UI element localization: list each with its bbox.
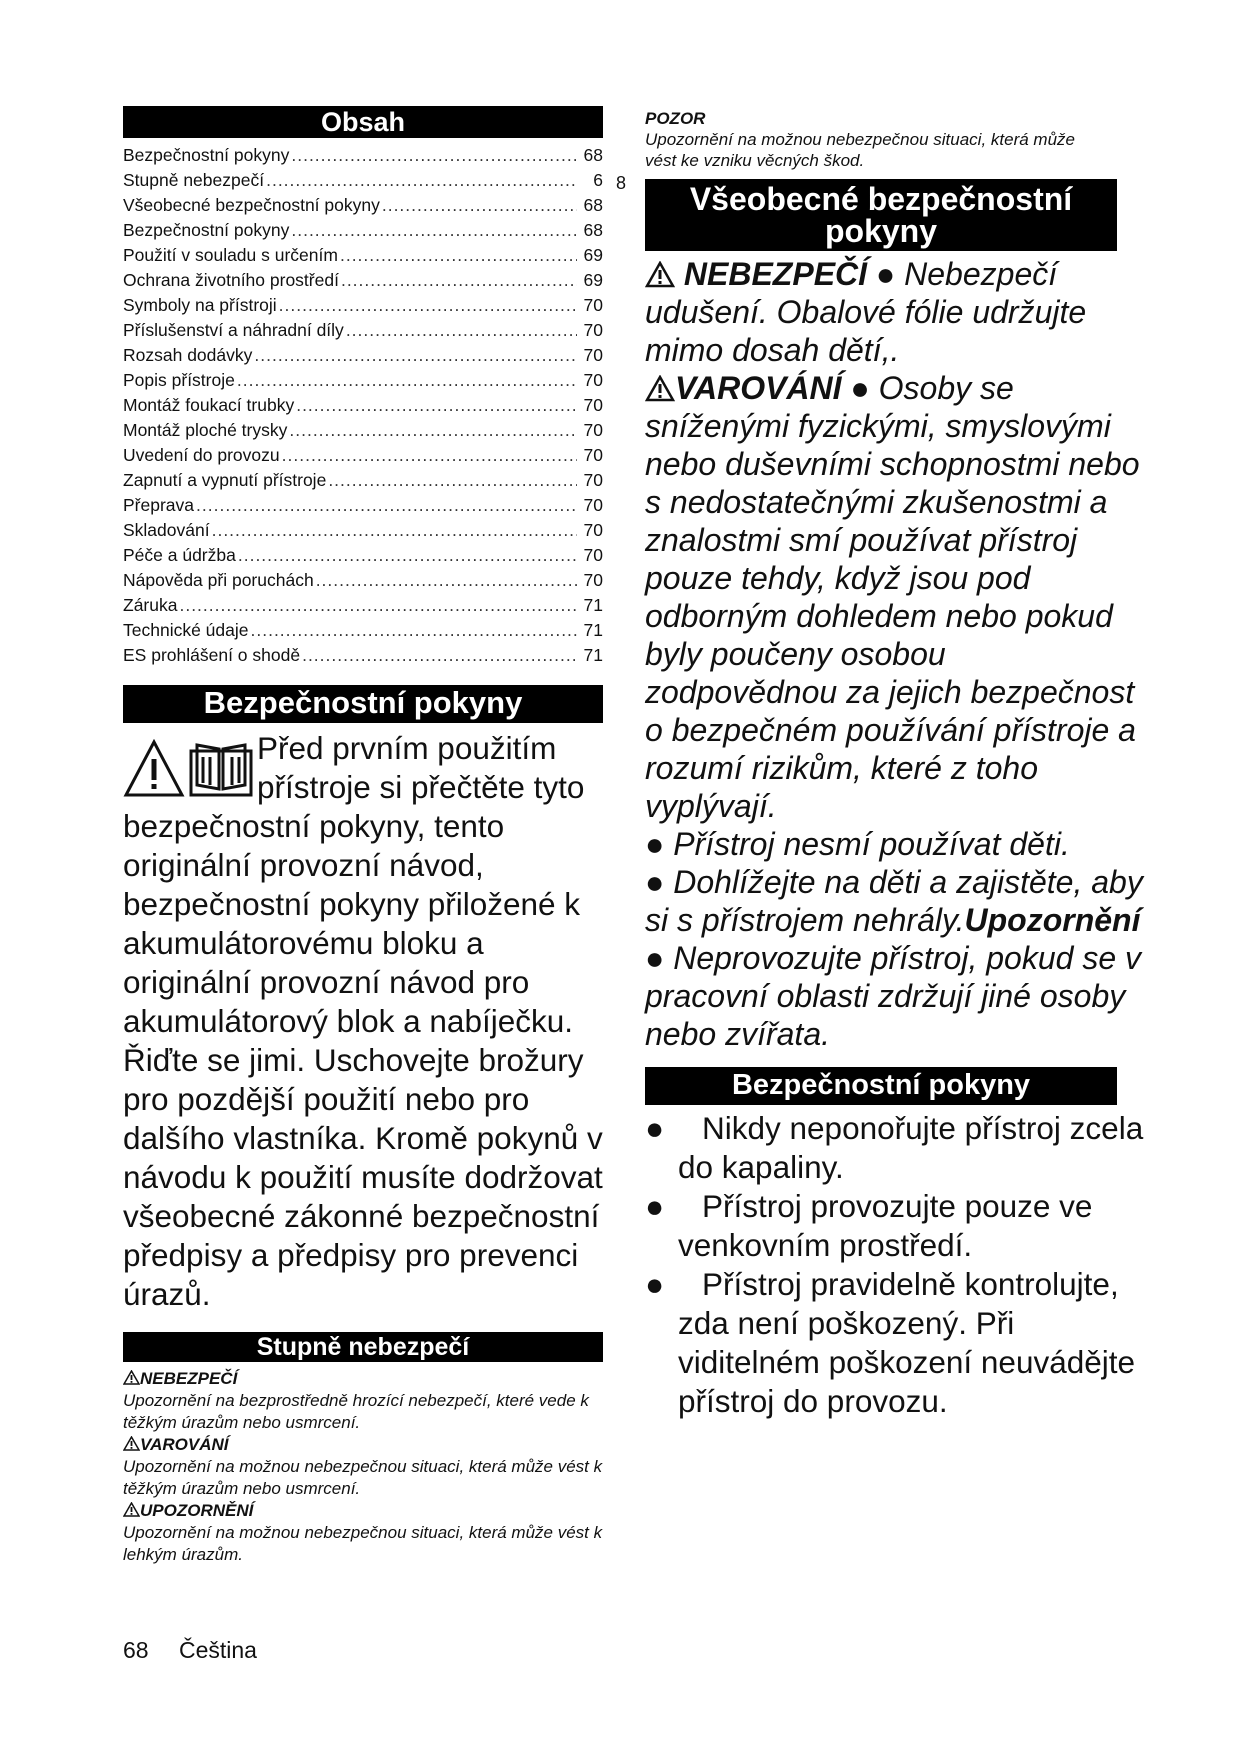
right-safety-heading: Bezpečnostní pokyny: [645, 1067, 1117, 1105]
toc-entry-page: 6: [593, 170, 603, 190]
page-footer: [123, 1637, 257, 1664]
toc-entry-page: 70: [583, 470, 603, 490]
toc-entry-page: 71: [583, 645, 603, 665]
toc-entry-page: 68: [583, 220, 603, 240]
toc-leader-dots: [328, 468, 577, 493]
list-item: [645, 1265, 1145, 1421]
danger-label: NEBEZPEČÍ: [683, 256, 868, 292]
toc-entry-title: Péče a údržba: [123, 545, 236, 565]
warning-paragraph: [645, 369, 1145, 825]
danger-levels: [123, 1368, 603, 1566]
danger-text: ● Nebezpečí udušení. Obalové fólie udržujte mimo dosah dětí,.: [645, 256, 1087, 368]
toc-entry-page: 70: [583, 495, 603, 515]
toc-entry-title: Přeprava: [123, 495, 195, 515]
page-number: 68: [123, 1637, 149, 1663]
toc-entry-title: Ochrana životního prostředí: [123, 270, 339, 290]
pozor-text: Upozornění na možnou nebezpečnou situaci, která může vést ke vzniku věcných škod.: [645, 130, 1075, 170]
toc-entry: [123, 168, 603, 193]
toc-leader-dots: [238, 543, 577, 568]
toc-entry-page: 70: [583, 570, 603, 590]
toc-entry-title: Všeobecné bezpečnostní pokyny: [123, 195, 380, 215]
toc-entry-title: Stupně nebezpečí: [123, 170, 265, 190]
toc-entry: [123, 368, 603, 393]
toc-entry: [123, 343, 603, 368]
toc-leader-dots: [382, 193, 577, 218]
table-of-contents: [123, 143, 603, 668]
toc-leader-dots: [291, 218, 577, 243]
toc-entry-page: 70: [583, 345, 603, 365]
children-paragraph: [645, 863, 1145, 939]
danger-level-label: NEBEZPEČÍ: [140, 1369, 238, 1388]
pozor-title: POZOR: [645, 109, 706, 128]
toc-leader-dots: [237, 368, 577, 393]
bullet-icon: ●: [645, 1188, 665, 1224]
intro-icons: [123, 735, 253, 801]
toc-entry-page: 69: [583, 270, 603, 290]
toc-entry: [123, 268, 603, 293]
right-column: [645, 108, 1145, 1421]
footer-language: Čeština: [178, 1637, 257, 1663]
toc-leader-dots: [266, 168, 577, 193]
toc-entry: [123, 643, 603, 668]
safety-intro: [123, 729, 603, 1314]
list-item-text: Přístroj pravidelně kontrolujte, zda není poškozený. Při viditelném poškození neuvádějte přístroj do provozu.: [678, 1266, 1136, 1419]
warning-triangle-icon: [123, 1436, 140, 1451]
warning-triangle-icon: [123, 1370, 140, 1385]
toc-entry-title: Montáž ploché trysky: [123, 420, 288, 440]
toc-leader-dots: [340, 243, 577, 268]
manual-book-icon: [189, 737, 253, 797]
toc-entry: [123, 218, 603, 243]
toc-entry: [123, 493, 603, 518]
toc-entry: [123, 243, 603, 268]
toc-entry: [123, 393, 603, 418]
toc-entry: [123, 618, 603, 643]
toc-entry-page: 70: [583, 420, 603, 440]
general-safety-text: [645, 255, 1145, 1053]
toc-entry: [123, 543, 603, 568]
danger-level-text: Upozornění na možnou nebezpečnou situaci, která může vést k lehkým úrazům.: [123, 1523, 603, 1564]
danger-level: [123, 1434, 603, 1500]
toc-leader-dots: [346, 318, 577, 343]
toc-entry-page: 70: [583, 320, 603, 340]
danger-level-label: UPOZORNĚNÍ: [140, 1501, 254, 1520]
list-item-text: Přístroj provozujte pouze ve venkovním prostředí.: [678, 1188, 1093, 1263]
toc-entry: [123, 443, 603, 468]
toc-entry-page: 71: [583, 595, 603, 615]
toc-entry-title: Bezpečnostní pokyny: [123, 220, 290, 240]
toc-leader-dots: [291, 143, 577, 168]
toc-entry: [123, 193, 603, 218]
list-item: [645, 1109, 1145, 1187]
bullet-icon: ●: [645, 1110, 665, 1146]
bullet-icon: ●: [645, 1266, 665, 1302]
toc-entry: [123, 293, 603, 318]
children-line-2: ● Dohlížejte na děti a zajistěte, aby si s přístrojem nehrály.: [645, 864, 1143, 938]
toc-leader-dots: [296, 393, 577, 418]
toc-entry-page: 70: [583, 520, 603, 540]
caution-text: ● Neprovozujte přístroj, pokud se v pracovní oblasti zdržují jiné osoby nebo zvířata.: [645, 940, 1141, 1052]
toc-entry: [123, 143, 603, 168]
warning-text: ● Osoby se sníženými fyzickými, smyslovými nebo duševními schopnostmi nebo s nedostatečnými zkušenostmi a znalostmi smí používat přístroj pouze tehdy, když jsou pod odborným dohledem nebo pokud byly poučeny osobou zodpovědnou za jejich bezpečnost o bezpečném používání přístroje a rozumí rizikům, které z toho vyplývají.: [645, 370, 1140, 824]
warning-triangle-icon: [123, 739, 185, 799]
general-heading: Všeobecné bezpečnostní pokyny: [645, 179, 1117, 251]
danger-level-text: Upozornění na bezprostředně hrozící nebezpečí, které vede k těžkým úrazům nebo usmrcení.: [123, 1391, 589, 1432]
toc-entry-title: Skladování: [123, 520, 210, 540]
warning-label: VAROVÁNÍ: [675, 370, 842, 406]
danger-level-title: [123, 1500, 603, 1522]
toc-leader-dots: [316, 568, 577, 593]
toc-leader-dots: [289, 418, 577, 443]
toc-entry-page: 69: [583, 245, 603, 265]
toc-leader-dots: [302, 643, 577, 668]
toc-leader-dots: [251, 618, 578, 643]
right-safety-list: [645, 1109, 1145, 1421]
toc-leader-dots: [254, 343, 577, 368]
toc-heading: Obsah: [123, 106, 603, 138]
toc-entry-title: Použití v souladu s určením: [123, 245, 338, 265]
toc-entry-title: Symboly na přístroji: [123, 295, 277, 315]
toc-leader-dots: [179, 593, 577, 618]
caution-label: Upozornění: [964, 902, 1141, 938]
danger-level-text: Upozornění na možnou nebezpečnou situaci, která může vést k těžkým úrazům nebo usmrcení.: [123, 1457, 603, 1498]
toc-entry-page: 70: [583, 545, 603, 565]
toc-entry-title: Nápověda při poruchách: [123, 570, 314, 590]
toc-entry: [123, 518, 603, 543]
left-column: [123, 106, 603, 1566]
toc-entry-page: 70: [583, 370, 603, 390]
toc-leader-dots: [341, 268, 577, 293]
toc-entry: [123, 418, 603, 443]
toc-entry-title: ES prohlášení o shodě: [123, 645, 301, 665]
toc-entry: [123, 468, 603, 493]
list-item: [645, 1187, 1145, 1265]
danger-level-title: [123, 1434, 603, 1456]
toc-entry: [123, 318, 603, 343]
danger-level-title: [123, 1368, 603, 1390]
toc-entry-title: Montáž foukací trubky: [123, 395, 295, 415]
toc-entry-title: Zapnutí a vypnutí přístroje: [123, 470, 327, 490]
warning-triangle-icon: [645, 261, 675, 288]
toc-entry-page: 70: [583, 395, 603, 415]
toc-entry-page: 70: [583, 445, 603, 465]
danger-level: [123, 1500, 603, 1566]
danger-level-label: VAROVÁNÍ: [140, 1435, 229, 1454]
toc-entry-title: Záruka: [123, 595, 178, 615]
toc-entry-page: 68: [583, 145, 603, 165]
warning-triangle-icon: [123, 1502, 140, 1517]
children-line-1: ● Přístroj nesmí používat děti.: [645, 826, 1070, 862]
toc-leader-dots: [279, 293, 577, 318]
toc-entry-title: Technické údaje: [123, 620, 249, 640]
toc-entry: [123, 568, 603, 593]
stray-digit: 8: [616, 173, 627, 193]
safety-heading: Bezpečnostní pokyny: [123, 685, 603, 723]
toc-entry-title: Uvedení do provozu: [123, 445, 280, 465]
danger-level: [123, 1368, 603, 1434]
danger-paragraph: [645, 255, 1145, 369]
toc-entry-title: Příslušenství a náhradní díly: [123, 320, 344, 340]
toc-entry: [123, 593, 603, 618]
toc-entry-title: Popis přístroje: [123, 370, 235, 390]
toc-entry-page: 71: [583, 620, 603, 640]
toc-entry-page: 70: [583, 295, 603, 315]
toc-leader-dots: [282, 443, 577, 468]
list-item-text: Nikdy neponořujte přístroj zcela do kapaliny.: [678, 1110, 1144, 1185]
safety-intro-text: Před prvním použitím přístroje si přečtěte tyto bezpečnostní pokyny, tento originální provozní návod, bezpečnostní pokyny přiložené k akumulátorovému bloku a originální provozní návod pro akumulátorový blok a nabíječku. Řiďte se jimi. Uschovejte brožury pro pozdější použití nebo pro dalšího vlastníka. Kromě pokynů v návodu k použití musíte dodržovat všeobecné zákonné bezpečnostní předpisy a předpisy pro prevenci úrazů.: [123, 730, 603, 1312]
toc-leader-dots: [212, 518, 577, 543]
levels-heading: Stupně nebezpečí: [123, 1332, 603, 1362]
toc-leader-dots: [196, 493, 577, 518]
toc-entry-title: Rozsah dodávky: [123, 345, 253, 365]
warning-triangle-icon: [645, 375, 675, 402]
toc-entry-title: Bezpečnostní pokyny: [123, 145, 290, 165]
toc-entry-page: 68: [583, 195, 603, 215]
